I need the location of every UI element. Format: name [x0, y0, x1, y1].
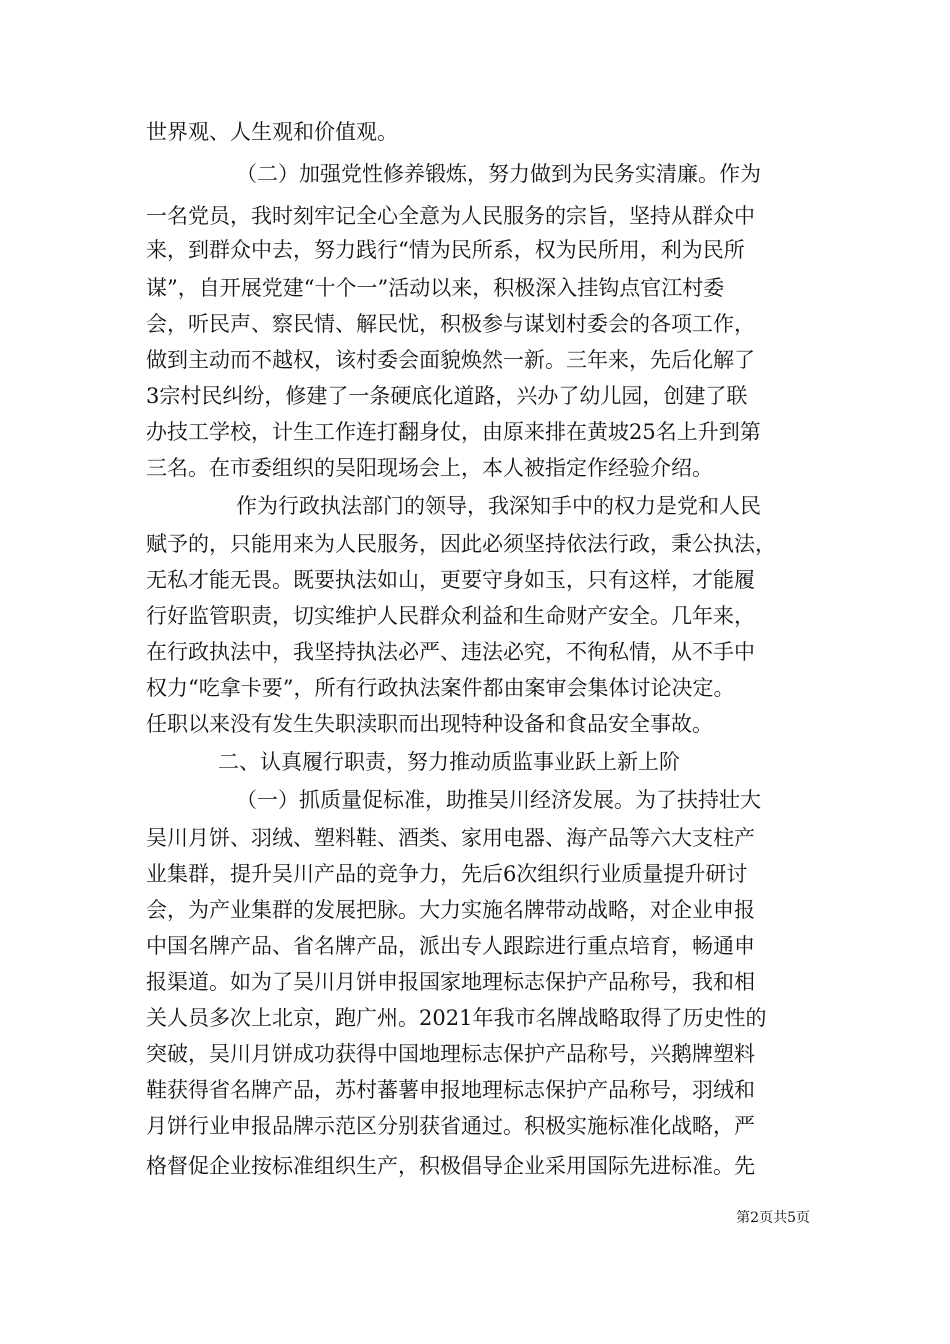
text-line: 吴川月饼、羽绒、塑料鞋、酒类、家用电器、海产品等六大支柱产 [146, 826, 755, 850]
text-line: 赋予的，只能用来为人民服务，因此必须坚持依法行政，秉公执法， [146, 532, 776, 556]
section-heading: 二、认真履行职责，努力推动质监事业跃上新上阶 [218, 750, 680, 774]
text-line: （一）抓质量促标准，助推吴川经济发展。为了扶持壮大 [236, 788, 761, 812]
text-line: 中国名牌产品、省名牌产品，派出专人跟踪进行重点培育，畅通申 [146, 934, 755, 958]
text-line: 谋”，自开展党建“十个一”活动以来，积极深入挂钩点官江村委 [146, 276, 725, 300]
text-line: 世界观、人生观和价值观。 [146, 120, 398, 144]
text-line: 三名。在市委组织的吴阳现场会上，本人被指定作经验介绍。 [146, 456, 713, 480]
text-line: 报渠道。如为了吴川月饼申报国家地理标志保护产品称号，我和相 [146, 970, 755, 994]
text-line: 格督促企业按标准组织生产，积极倡导企业采用国际先进标准。先 [146, 1154, 755, 1178]
text-line: 一名党员，我时刻牢记全心全意为人民服务的宗旨，坚持从群众中 [146, 204, 755, 228]
text-line: 月饼行业申报品牌示范区分别获省通过。积极实施标准化战略，严 [146, 1114, 755, 1138]
text-line: （二）加强党性修养锻炼，努力做到为民务实清廉。作为 [236, 162, 761, 186]
text-line: 鞋获得省名牌产品，苏村蕃薯申报地理标志保护产品称号，羽绒和 [146, 1078, 755, 1102]
text-line: 3宗村民纠纷，修建了一条硬底化道路，兴办了幼儿园，创建了联 [146, 384, 748, 408]
text-line: 办技工学校，计生工作连打翻身仗，由原来排在黄坡25名上升到第 [146, 420, 761, 444]
text-line: 在行政执法中，我坚持执法必严、违法必究，不徇私情，从不手中 [146, 640, 755, 664]
text-line: 突破，吴川月饼成功获得中国地理标志保护产品称号，兴鹅牌塑料 [146, 1042, 755, 1066]
text-line: 来，到群众中去，努力践行“情为民所系，权为民所用，利为民所 [146, 238, 745, 262]
text-line: 权力“吃拿卡要”，所有行政执法案件都由案审会集体讨论决定。 [146, 676, 735, 700]
text-line: 会，为产业集群的发展把脉。大力实施名牌带动战略，对企业申报 [146, 898, 755, 922]
text-line: 行好监管职责，切实维护人民群众利益和生命财产安全。几年来， [146, 604, 755, 628]
page-number: 第2页共5页 [736, 1210, 810, 1226]
text-line: 作为行政执法部门的领导，我深知手中的权力是党和人民 [236, 494, 761, 518]
text-line: 任职以来没有发生失职渎职而出现特种设备和食品安全事故。 [146, 712, 713, 736]
text-line: 关人员多次上北京，跑广州。2021年我市名牌战略取得了历史性的 [146, 1006, 767, 1030]
text-line: 做到主动而不越权，该村委会面貌焕然一新。三年来，先后化解了 [146, 348, 755, 372]
text-line: 无私才能无畏。既要执法如山，更要守身如玉，只有这样，才能履 [146, 568, 755, 592]
text-line: 会，听民声、察民情、解民忧，积极参与谋划村委会的各项工作， [146, 312, 755, 336]
text-line: 业集群，提升吴川产品的竞争力，先后6次组织行业质量提升研讨 [146, 862, 748, 886]
